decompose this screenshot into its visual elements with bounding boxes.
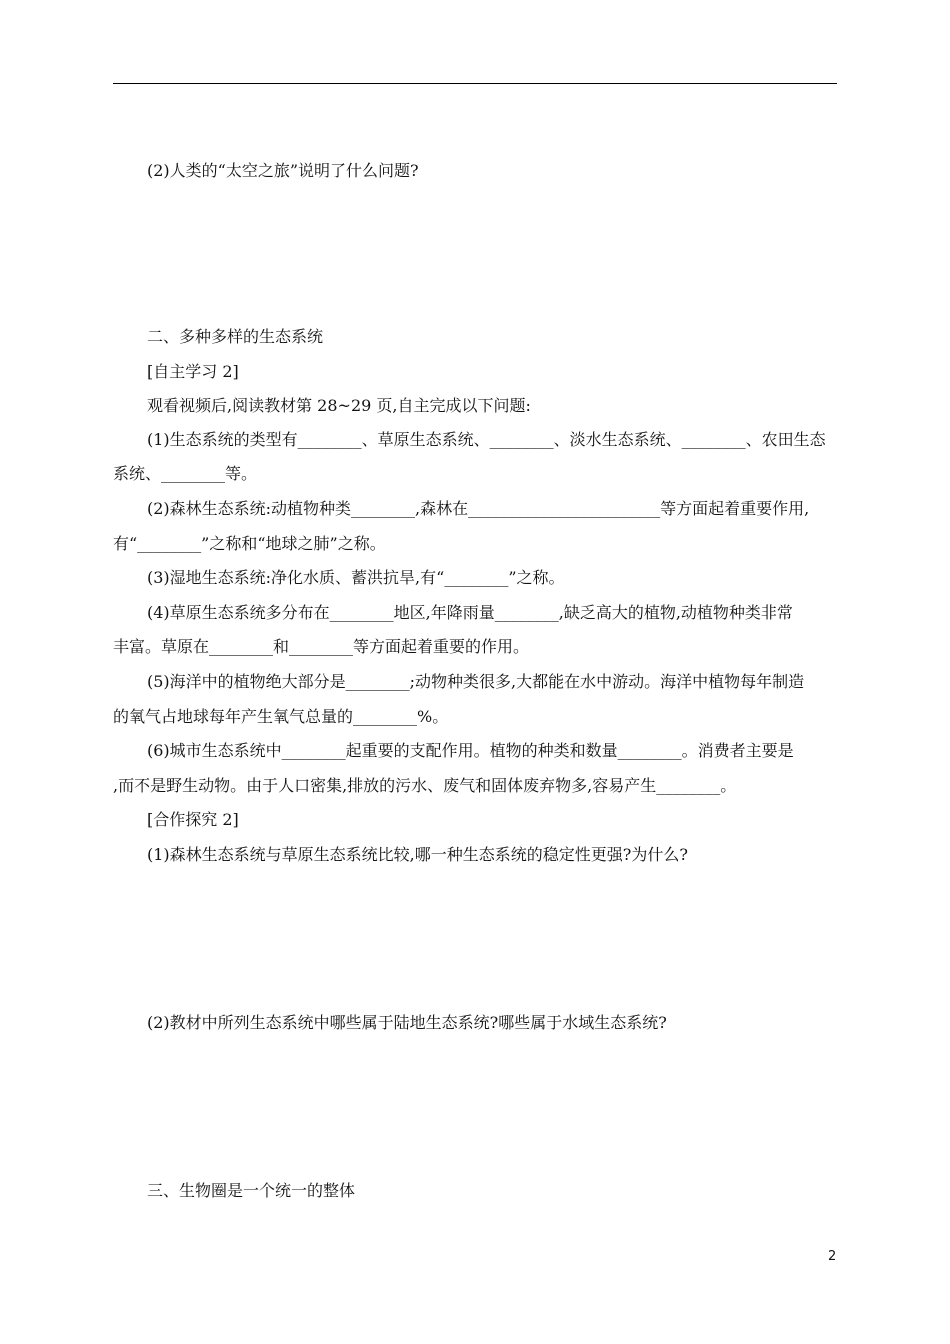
item-1-line-2: 系统、________等。 [113, 464, 258, 483]
item-3: (3)湿地生态系统:净化水质、蓄洪抗旱,有“________”之称。 [147, 568, 565, 587]
item-6-line-1: (6)城市生态系统中________起重要的支配作用。植物的种类和数量________。消费者主要是 [147, 741, 794, 760]
item-5-line-1: (5)海洋中的植物绝大部分是________;动物种类很多,大都能在水中游动。海洋中植物每年制造 [147, 672, 805, 691]
section-3-title: 三、生物圈是一个统一的整体 [147, 1181, 356, 1200]
item-4-line-2: 丰富。草原在________和________等方面起着重要的作用。 [113, 637, 530, 656]
coop-question-1: (1)森林生态系统与草原生态系统比较,哪一种生态系统的稳定性更强?为什么? [147, 845, 688, 864]
coop-2-label: [合作探究 2] [147, 810, 239, 829]
item-4-line-1: (4)草原生态系统多分布在________地区,年降雨量________,缺乏高大的植物,动植物种类非常 [147, 603, 793, 622]
coop-question-2: (2)教材中所列生态系统中哪些属于陆地生态系统?哪些属于水域生态系统? [147, 1013, 667, 1032]
item-2-line-2: 有“________”之称和“地球之肺”之称。 [113, 534, 386, 553]
item-6-line-2: ,而不是野生动物。由于人口密集,排放的污水、废气和固体废弃物多,容易产生________。 [113, 776, 737, 795]
item-2-line-1: (2)森林生态系统:动植物种类________,森林在________________________等方面起着重要作用, [147, 499, 810, 518]
item-1-line-1: (1)生态系统的类型有________、草原生态系统、________、淡水生态系统、________、农田生态 [147, 430, 826, 449]
header-rule [113, 83, 837, 84]
section-2-title: 二、多种多样的生态系统 [147, 327, 324, 346]
self-study-2-label: [自主学习 2] [147, 362, 239, 381]
self-study-intro: 观看视频后,阅读教材第 28~29 页,自主完成以下问题: [147, 396, 531, 415]
item-5-line-2: 的氧气占地球每年产生氧气总量的________%。 [113, 707, 449, 726]
question-space-travel: (2)人类的“太空之旅”说明了什么问题? [147, 161, 419, 180]
page-number: 2 [828, 1249, 837, 1264]
